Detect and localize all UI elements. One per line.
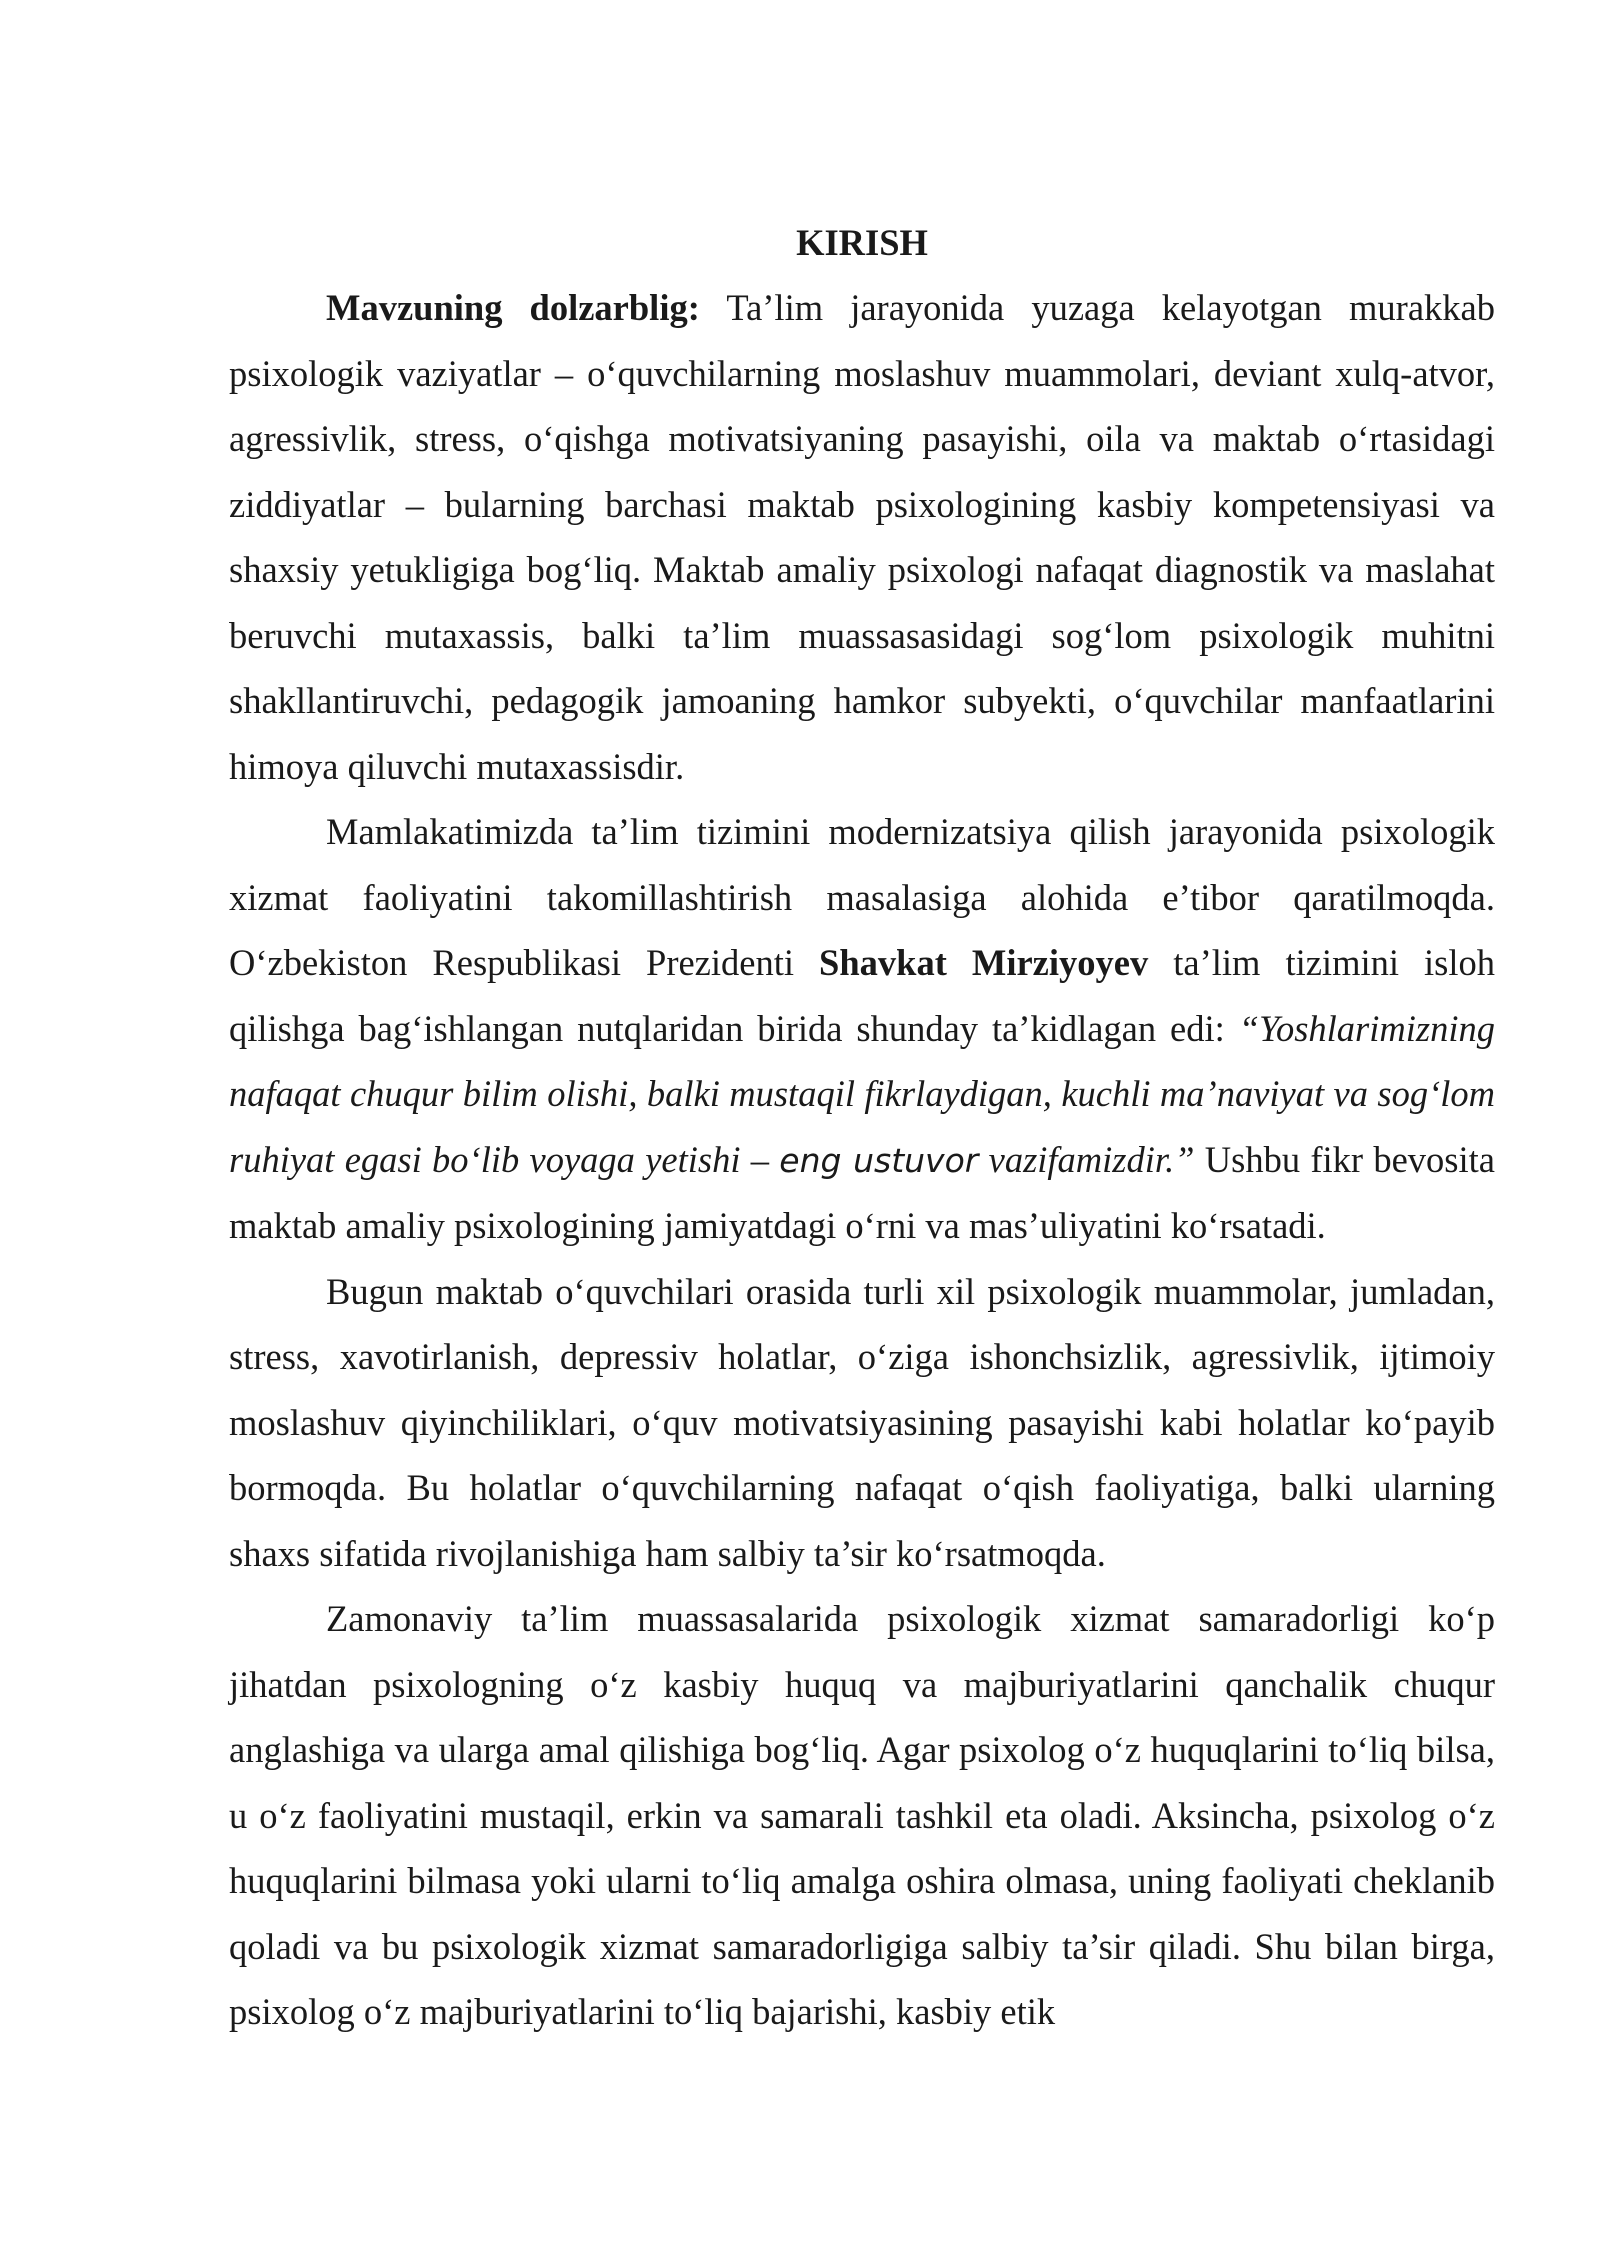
quote-part-3: vazifamizdir.” <box>978 1138 1195 1180</box>
document-page <box>229 210 1495 2045</box>
quote-part-1: “Yoshlarimizning nafaqat chuqur bilim olishi, balki mustaqil fikrlaydigan, kuchli ma’naviyat va sog‘lom ruhiyat egasi bo‘lib voyaga yetishi – <box>229 1007 1495 1180</box>
paragraph-relevance <box>229 275 1495 799</box>
modernization-text-2: ta’lim tizimini isloh qilishga bag‘ishlangan nutqlaridan birida shunday ta’kidlagan edi: <box>229 942 1495 1049</box>
quote-part-2: eng ustuvor <box>779 1140 979 1180</box>
paragraph-problems: Bugun maktab o‘quvchilari orasida turli xil psixologik muammolar, jumladan, stress, xavotirlanish, depressiv holatlar, o‘ziga ishonchsizlik, agressivlik, ijtimoiy moslashuv qiyinchiliklari, o‘quv motivatsiyasining pasayishi kabi holatlar ko‘payib bormoqda. Bu holatlar o‘quvchilarning nafaqat o‘qish faoliyatiga, balki ularning shaxs sifatida rivojlanishiga ham salbiy ta’sir ko‘rsatmoqda. <box>229 1270 1495 1574</box>
relevance-heading: Mavzuning dolzarblig: <box>326 287 700 328</box>
relevance-text: Ta’lim jarayonida yuzaga kelayotgan murakkab psixologik vaziyatlar – o‘quvchilarning moslashuv muammolari, deviant xulq-atvor, agressivlik, stress, o‘qishga motivatsiyaning pasayishi, oila va maktab o‘rtasidagi ziddiyatlar – bularning barchasi maktab psixologining kasbiy kompetensiyasi va shaxsiy yetukligiga bog‘liq. Maktab amaliy psixologi nafaqat diagnostik va maslahat beruvchi mutaxassis, balki ta’lim muassasasidagi sog‘lom psixologik muhitni shakllantiruvchi, pedagogik jamoaning hamkor subyekti, o‘quvchilar manfaatlarini himoya qiluvchi mutaxassisdir. <box>229 287 1495 787</box>
paragraph-modernization <box>229 799 1495 1259</box>
president-name: Shavkat Mirziyoyev <box>819 942 1149 983</box>
modernization-text-3: Ushbu fikr bevosita maktab amaliy psixologining jamiyatdagi o‘rni va mas’uliyatini ko‘rsatadi. <box>229 1138 1495 1246</box>
paragraph-effectiveness: Zamonaviy ta’lim muassasalarida psixologik xizmat samaradorligi ko‘p jihatdan psixologning o‘z kasbiy huquq va majburiyatlarini qanchalik chuqur anglashiga va ularga amal qilishiga bog‘liq. Agar psixolog o‘z huquqlarini to‘liq bilsa, u o‘z faoliyatini mustaqil, erkin va samarali tashkil eta oladi. Aksincha, psixolog o‘z huquqlarini bilmasa yoki ularni to‘liq amalga oshira olmasa, uning faoliyati cheklanib qoladi va bu psixologik xizmat samaradorligiga salbiy ta’sir qiladi. Shu bilan birga, psixolog o‘z majburiyatlarini to‘liq bajarishi, kasbiy etik <box>229 1598 1495 2032</box>
section-title: KIRISH <box>796 222 928 263</box>
modernization-text-1: Mamlakatimizda ta’lim tizimini modernizatsiya qilish jarayonida psixologik xizmat faoliyatini takomillashtirish masalasiga alohida e’tibor qaratilmoqda. O‘zbekiston Respublikasi Prezidenti <box>229 811 1495 983</box>
